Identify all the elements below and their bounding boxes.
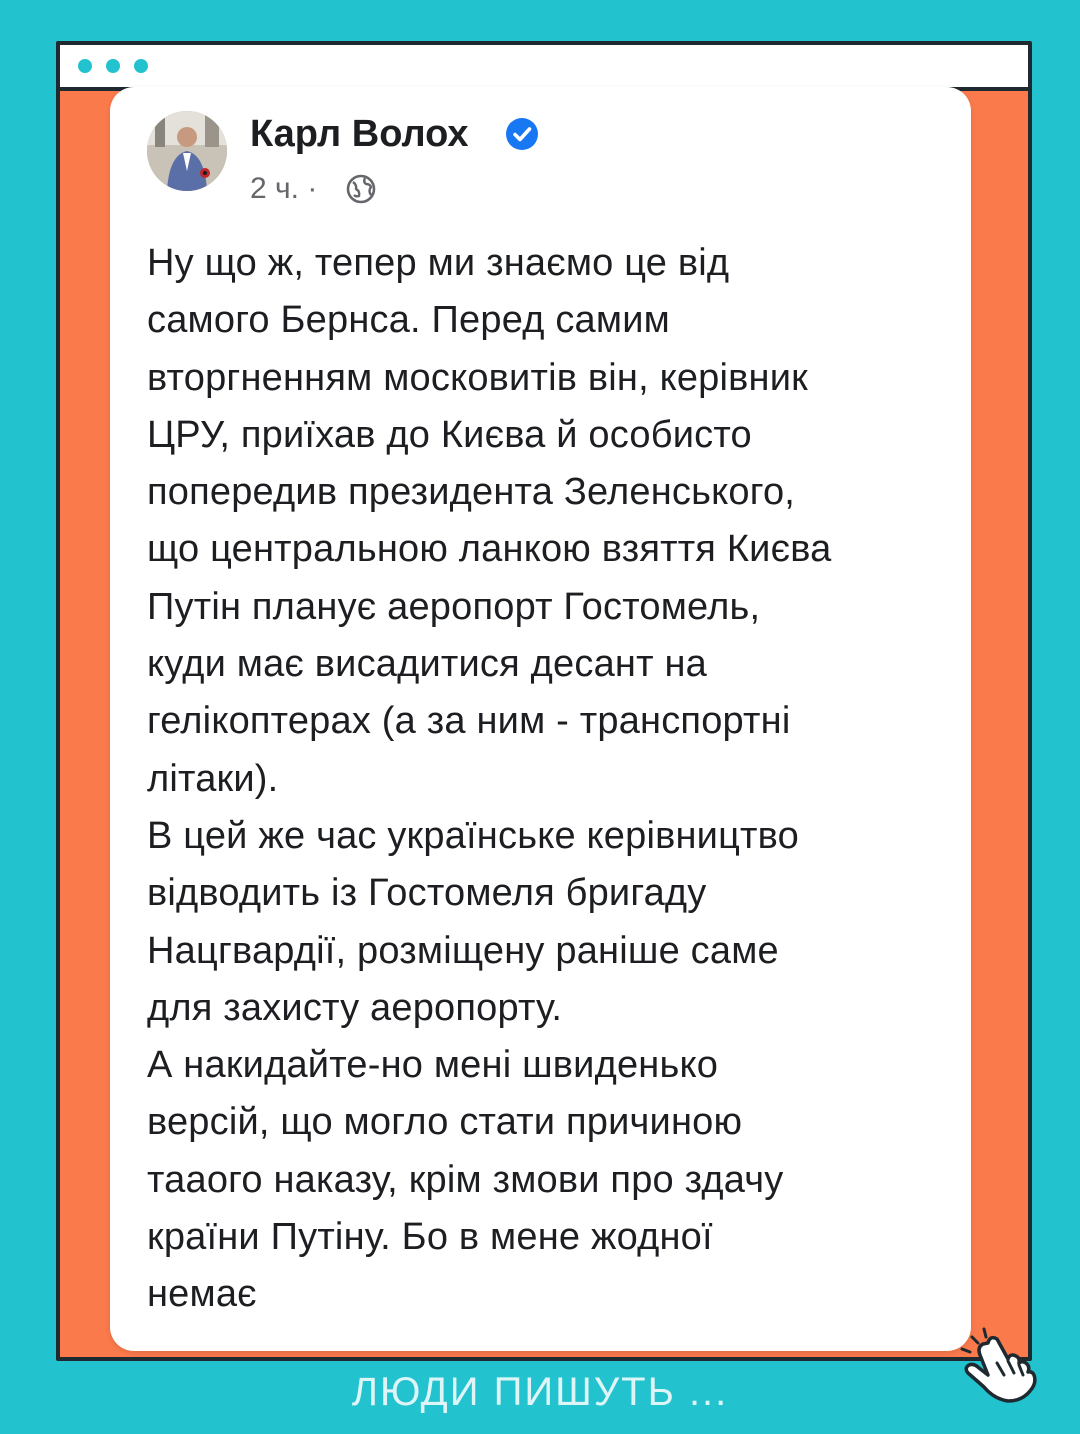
- avatar-photo: [147, 111, 227, 191]
- facebook-post-card: [110, 87, 971, 1351]
- meta-separator: ·: [307, 172, 318, 205]
- post-timestamp[interactable]: 2 ч.: [250, 172, 299, 205]
- window-titlebar: [60, 45, 1028, 91]
- post-meta: [250, 169, 317, 209]
- footer-caption: ЛЮДИ ПИШУТЬ ...: [351, 1370, 729, 1414]
- verified-badge-icon: [505, 117, 539, 151]
- author-name[interactable]: Карл Волох: [250, 113, 469, 155]
- window-dot-icon: [134, 59, 148, 73]
- globe-icon: [345, 173, 377, 205]
- avatar[interactable]: [147, 111, 227, 191]
- post-body-text: Ну що ж, тепер ми знаємо це від самого Бернса. Перед самим вторгненням московитів він, керівник ЦРУ, приїхав до Києва й особисто попередив президента Зеленського, що центральною ланкою взяття Києва Путін планує аеропорт Гостомель, куди має висадитися десант на гелікоптерах (а за ним - транспортні літаки). В цей же час українське керівництво відводить із Гостомеля бригаду Нацгвардії, розміщену раніше саме для захисту аеропорту. А накидайте-но мені швиденько версій, що могло стати причиною тааого наказу, крім змови про здачу країни Путіну. Бо в мене жодної немає: [147, 242, 832, 1316]
- window-dot-icon: [78, 59, 92, 73]
- window-dot-icon: [106, 59, 120, 73]
